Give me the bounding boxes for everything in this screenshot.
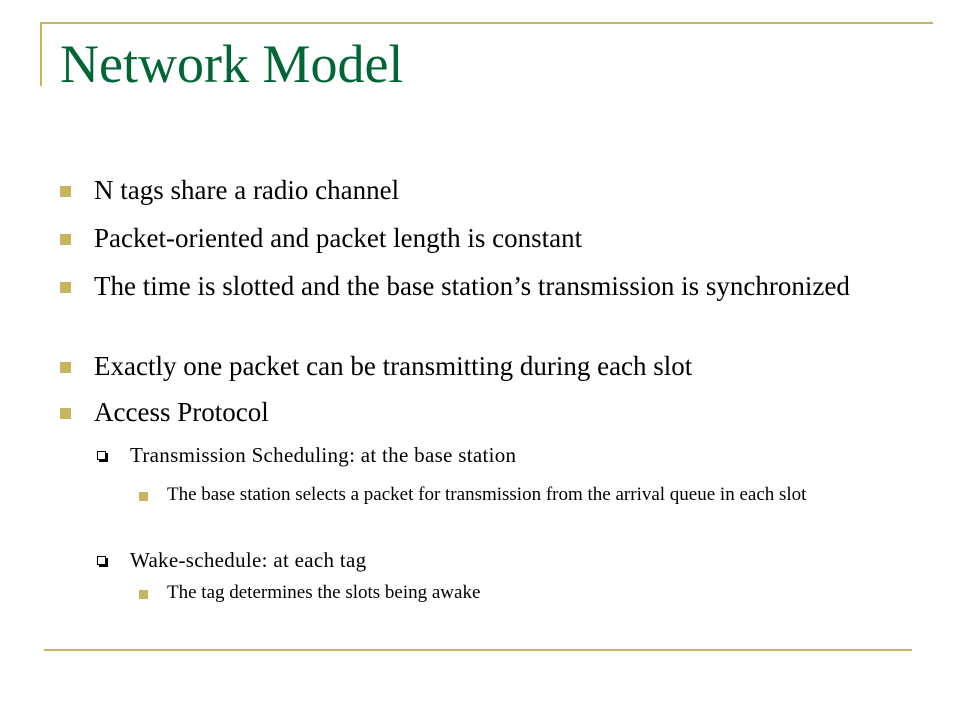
bullet-text: Wake-schedule: at each tag <box>130 548 367 572</box>
slide-title: Network Model <box>60 34 404 94</box>
bullet-item <box>94 396 894 428</box>
bullet-text: N tags share a radio channel <box>94 175 400 205</box>
bullet-text: The base station selects a packet for transmission from the arrival queue in each slot <box>167 484 807 505</box>
square-bullet-icon <box>60 408 71 419</box>
bullet-item <box>94 350 894 382</box>
sub-bullet-item <box>130 442 890 468</box>
bottom-rule <box>44 649 912 651</box>
square-bullet-icon <box>60 234 71 245</box>
square-bullet-icon <box>139 590 148 599</box>
bullet-text: Access Protocol <box>94 397 269 427</box>
square-bullet-icon <box>60 362 71 373</box>
square-bullet-icon <box>139 492 148 501</box>
bullet-text: The time is slotted and the base station’s transmission is synchronized <box>94 271 850 301</box>
sub-bullet-item <box>130 547 890 573</box>
square-bullet-icon <box>60 282 71 293</box>
left-rule <box>40 22 42 86</box>
bullet-item <box>94 174 894 206</box>
bullet-item <box>94 222 894 254</box>
bullet-text: Exactly one packet can be transmitting during each slot <box>94 351 693 381</box>
sub-sub-bullet-item <box>167 482 907 507</box>
top-rule <box>40 22 933 24</box>
hollow-square-bullet-icon <box>97 556 106 565</box>
bullet-text: Transmission Scheduling: at the base station <box>130 443 517 467</box>
hollow-square-bullet-icon <box>97 451 106 460</box>
bullet-text: Packet-oriented and packet length is constant <box>94 223 583 253</box>
bullet-item <box>94 270 894 302</box>
bullet-text: The tag determines the slots being awake <box>167 582 481 603</box>
square-bullet-icon <box>60 186 71 197</box>
sub-sub-bullet-item <box>167 580 907 605</box>
